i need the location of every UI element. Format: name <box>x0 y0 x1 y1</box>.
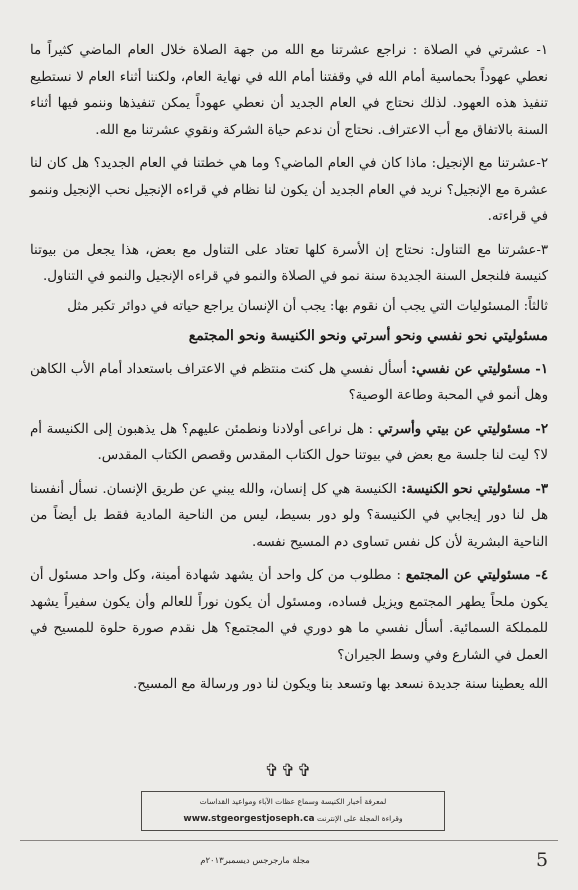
responsibility-society <box>30 563 548 669</box>
paragraph-prayer: ١- عشرتي في الصلاة : نراجع عشرتنا مع الله من جهة الصلاة خلال العام الماضي كثيراً ما نعطي عهوداً بحماسية أمام الله في وقفتنا أمام الله في نهاية العام، ولكننا أثناء العام لا نستطيع تنفيذ هذه العهود. لذلك نحتاج في العام الجديد أن نعطي عهوداً يمكن تنفيذها وننمو فيها أثناء السنة بالاتفاق مع أب الاعتراف. نحتاج أن ندعم حياة الشركة ونقوي عشرتنا مع الله. <box>30 43 548 138</box>
responsibility-church <box>30 477 548 557</box>
responsibilities-heading: مسئوليتي نحو نفسي ونحو أسرتي ونحو الكنيسة ونحو المجتمع <box>188 328 548 344</box>
responsibility-self-text: أسأل نفسي هل كنت منتظم في الاعتراف باستعداد أمام الأب الكاهن وهل أنمو في المحبة وطاعة الوصية؟ <box>30 361 548 403</box>
responsibility-self <box>30 357 548 410</box>
website-link[interactable]: www.stgeorgestjoseph.ca <box>183 814 315 824</box>
responsibility-church-text: الكنيسة هي كل إنسان، والله يبني عن طريق الإنسان. نسأل أنفسنا هل لنا دور إيجابي في الكنيسة؟ ولو دور بسيط، ليس من الناحية المادية فقط بل أيضاً من الناحية البشرية لأن كل نفس تساوى دم المسيح نفسه. <box>30 481 548 550</box>
responsibility-church-title: ٣- مسئوليتي نحو الكنيسة: <box>401 481 549 497</box>
paragraph-responsibilities-intro: ثالثاً: المسئوليات التي يجب أن نقوم بها: يجب أن الإنسان يراجع حياته في دوائر تكبر مثل <box>67 298 548 314</box>
footer-divider <box>20 840 558 841</box>
page-number: 5 <box>535 849 549 871</box>
cross-ornament-icon: ✞✞✞ <box>264 761 314 781</box>
magazine-footer-title: مجلة مارجرجس ديسمبر٢٠١٣م <box>200 856 310 866</box>
info-box-url-line <box>142 814 444 824</box>
paragraph-communion: ٣-عشرتنا مع التناول: نحتاج إن الأسرة كلها تعتاد على التناول مع بعض، هذا يجعل من بيوتنا كنيسة فلنجعل السنة الجديدة سنة نمو في الصلاة والنمو في قراءه الإنجيل والنمو في التناول. <box>30 242 548 284</box>
article-body <box>30 38 548 699</box>
paragraph-gospel: ٢-عشرتنا مع الإنجيل: ماذا كان في العام الماضي؟ وما هي خطتنا في العام الجديد؟ هل كان لنا عشرة مع الإنجيل؟ نريد في العام الجديد أن يكون لنا نظام في قراءه الإنجيل نحب الإنجيل وننمو في قراءته. <box>30 156 548 224</box>
responsibility-society-title: ٤- مسئوليتي عن المجتمع <box>405 568 549 583</box>
info-box-text: لمعرفة أخبار الكنيسة وسماع عظات الآباء ومواعيد القداسات <box>199 797 387 806</box>
responsibility-society-text: : مطلوب من كل واحد أن يشهد شهادة أمينة، وكل واحد مسئول أن يكون ملحاً يطهر المجتمع ويزيل فساده، ومسئول أن يكون نوراً للعالم وأن يكون سفيراً يشهد للمملكة السمائية. أسأل نفسي ما هو دوري في المجتمع؟ هل نقدم صورة حلوة للمسيح في العمل في الشارع وفي وسط الجيران؟ <box>30 568 548 663</box>
info-box-online-text: وقراءة المجلة على الإنترنت <box>317 814 403 823</box>
responsibility-family-title: ٢- مسئوليتي عن بيتي وأسرتي <box>377 421 548 437</box>
responsibility-family-text: : هل نراعى أولادنا ونطمئن عليهم؟ هل يذهبون إلى الكنيسة أم لا؟ ليت لنا جلسة مع بعض في بيوتنا حول الكتاب المقدس وقصص الكتاب المقدس. <box>30 421 548 463</box>
closing-blessing: الله يعطينا سنة جديدة نسعد بها وتسعد بنا ويكون لنا دور ورسالة مع المسيح. <box>133 677 548 692</box>
responsibility-self-title: ١- مسئوليتي عن نفسي: <box>411 361 548 377</box>
website-info-box <box>141 791 445 831</box>
responsibility-family <box>30 417 548 470</box>
